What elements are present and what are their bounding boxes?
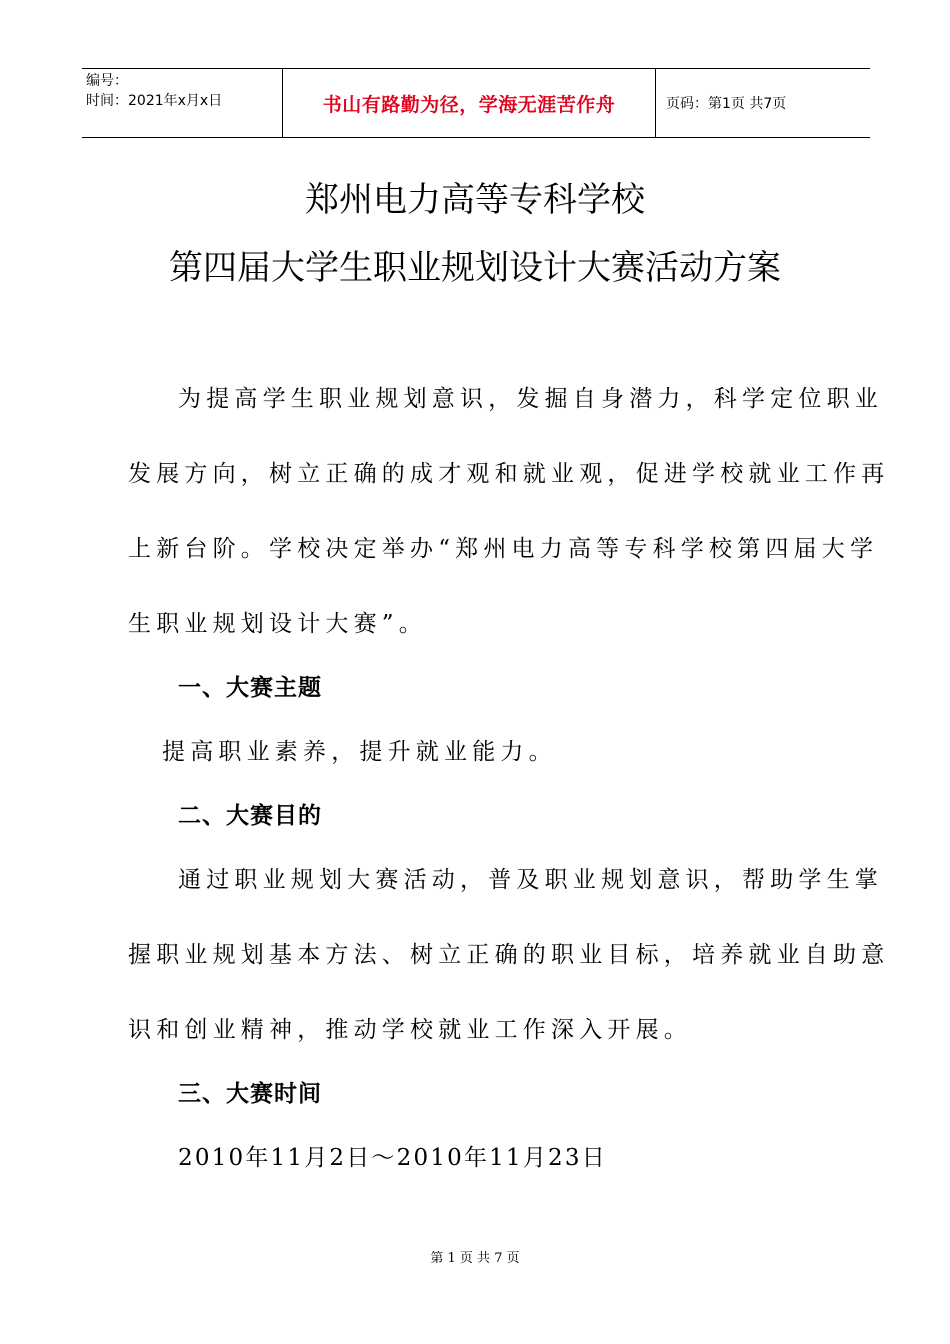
header-motto-cell (282, 69, 656, 137)
intro-line: 上新台阶。学校决定举办“郑州电力高等专科学校第四届大学 (128, 536, 879, 562)
document-title-line2: 第四届大学生职业规划设计大赛活动方案 (169, 248, 781, 288)
purpose-line: 通过职业规划大赛活动，普及职业规划意识，帮助学生掌 (178, 867, 883, 893)
document-number-label: 编号： (86, 73, 128, 89)
section-time-text: 2010年11月2日～2010年11月23日 (178, 1145, 607, 1171)
header-page-cell (656, 69, 870, 137)
header-table (82, 68, 870, 138)
header-page-label: 页码：第1页 共7页 (666, 96, 787, 112)
page-footer: 第 1 页 共 7 页 (430, 1251, 520, 1266)
intro-line: 发展方向，树立正确的成才观和就业观，促进学校就业工作再 (128, 461, 890, 487)
intro-line: 为提高学生职业规划意识，发掘自身潜力，科学定位职业 (178, 386, 883, 412)
section-heading-time: 三、大赛时间 (178, 1081, 322, 1107)
intro-line: 生职业规划设计大赛”。 (128, 611, 427, 637)
purpose-line: 握职业规划基本方法、树立正确的职业目标，培养就业自助意 (128, 942, 890, 968)
purpose-line: 识和创业精神，推动学校就业工作深入开展。 (128, 1017, 692, 1043)
section-heading-purpose: 二、大赛目的 (178, 803, 322, 829)
header-motto: 书山有路勤为径，学海无涯苦作舟 (322, 93, 616, 116)
document-title-line1: 郑州电力高等专科学校 (305, 180, 645, 220)
header-meta (82, 69, 282, 137)
document-time-label: 时间：2021年x月x日 (86, 93, 223, 109)
section-heading-theme: 一、大赛主题 (178, 675, 322, 701)
section-theme-text: 提高职业素养，提升就业能力。 (162, 739, 557, 765)
